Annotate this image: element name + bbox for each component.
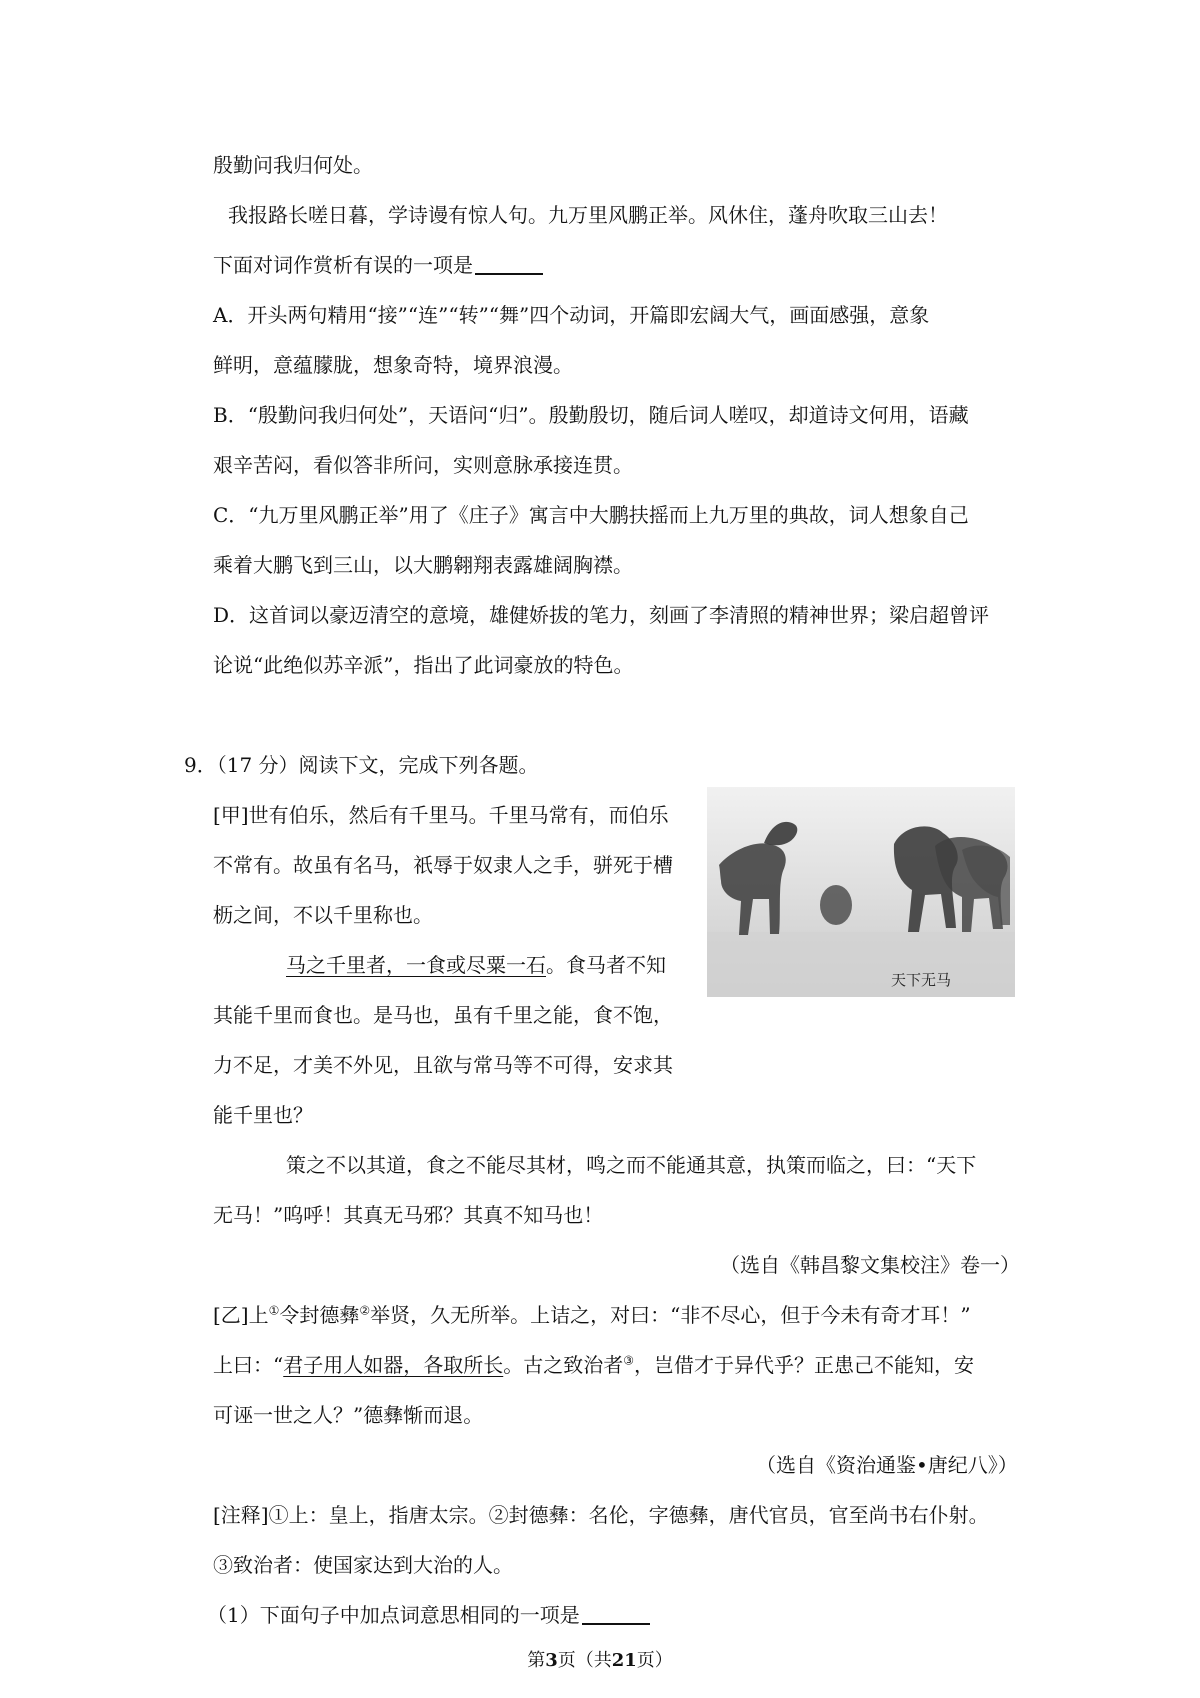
option-c-line-2: 乘着大鹏飞到三山，以大鹏翱翔表露雄阔胸襟。 [213,553,633,577]
footer-total-pages: 21 [611,1650,637,1671]
horses-illustration-svg [707,787,1015,997]
footnote-marker-2: ② [359,1303,371,1318]
source-jia: （选自《韩昌黎文集校注》卷一） [720,1253,1020,1277]
passage-jia-line-9: 无马！”呜呼！其真无马邪？其真不知马也！ [213,1203,604,1227]
passage-jia-line-6: 力不足，才美不外见，且欲与常马等不可得，安求其 [213,1053,673,1077]
passage-yi-line-1-b: 令封德彝 [279,1303,360,1327]
passage-jia-line-2: 不常有。故虽有名马，祇辱于奴隶人之手，骈死于槽 [213,853,673,877]
question-8-text: 下面对词作赏析有误的一项是 [213,253,473,277]
passage-jia-line-4-rest: 。食马者不知 [546,953,666,977]
footnote-marker-1: ① [268,1303,280,1318]
passage-jia-line-1: [甲]世有伯乐，然后有千里马。千里马常有，而伯乐 [213,803,669,827]
passage-jia-line-7: 能千里也？ [213,1103,313,1127]
option-d-line-2: 论说“此绝似苏辛派”，指出了此词豪放的特色。 [213,653,634,677]
footer-suffix: 页） [636,1650,673,1671]
answer-blank-sub1 [582,1603,650,1625]
page-footer [0,1649,1200,1673]
option-a-line-2: 鲜明，意蕴朦胧，想象奇特，境界浪漫。 [213,353,573,377]
footer-prefix: 第 [527,1650,546,1671]
answer-blank-8 [475,253,543,275]
question-8-prompt [213,250,543,280]
notes-line-1: [注释]①上：皇上，指唐太宗。②封德彝：名伦，字德彝，唐代官员，官至尚书右仆射。 [213,1503,989,1527]
passage-yi-line-1 [213,1300,971,1330]
footnote-marker-3: ③ [623,1353,634,1368]
option-c-line-1: C．“九万里风鹏正举”用了《庄子》寓言中大鹏扶摇而上九万里的典故，词人想象自己 [213,503,969,527]
passage-yi-line-2 [213,1350,974,1380]
option-d-line-1: D．这首词以豪迈清空的意境，雄健娇拔的笔力，刻画了李清照的精神世界；梁启超曾评 [213,603,990,627]
question-9-title: 9．（17 分）阅读下文，完成下列各题。 [184,753,539,777]
source-yi: （选自《资治通鉴•唐纪八》） [756,1453,1018,1477]
option-b-line-2: 艰辛苦闷，看似答非所问，实则意脉承接连贯。 [213,453,633,477]
passage-jia-line-5: 其能千里而食也。是马也，虽有千里之能，食不饱， [213,1003,673,1027]
option-a-line-1: A．开头两句精用“接”“连”“转”“舞”四个动词，开篇即宏阔大气，画面感强，意象 [213,303,930,327]
underlined-sentence-jia: 马之千里者，一食或尽粟一石 [286,953,546,977]
passage-jia-line-3: 枥之间，不以千里称也。 [213,903,433,927]
horses-illustration [707,787,1015,997]
option-b-line-1: B．“殷勤问我归何处”，天语问“归”。殷勤殷切，随后词人嗟叹，却道诗文何用，语藏 [213,403,969,427]
passage-yi-line-3: 可诬一世之人？”德彝惭而退。 [213,1403,484,1427]
notes-line-2: ③致治者：使国家达到大治的人。 [213,1553,513,1577]
footer-page-number: 3 [545,1650,558,1671]
passage-yi-line-2-a: 上曰：“ [213,1353,284,1377]
subquestion-1-text: （1）下面句子中加点词意思相同的一项是 [207,1603,580,1627]
center-figure [820,885,852,925]
passage-yi-line-1-a: [乙]上 [213,1303,269,1327]
image-caption: 天下无马 [891,971,952,989]
poem-line-1: 殷勤问我归何处。 [213,153,373,177]
passage-jia-line-4 [286,950,666,980]
underlined-sentence-yi: 君子用人如器，各取所长 [283,1353,504,1377]
subquestion-1 [207,1600,650,1630]
passage-yi-line-2-b: 。古之致治者 [503,1353,624,1377]
passage-yi-line-2-c: ，岂借才于异代乎？正患己不能知，安 [634,1353,974,1377]
poem-line-2: 我报路长嗟日暮，学诗谩有惊人句。九万里风鹏正举。风休住，蓬舟吹取三山去！ [228,203,948,227]
passage-jia-line-8: 策之不以其道，食之不能尽其材，鸣之而不能通其意，执策而临之，曰：“天下 [286,1153,977,1177]
passage-yi-line-1-c: 举贤，久无所举。上诘之，对曰：“非不尽心，但于今未有奇才耳！” [370,1303,971,1327]
footer-middle: 页（共 [557,1650,612,1671]
